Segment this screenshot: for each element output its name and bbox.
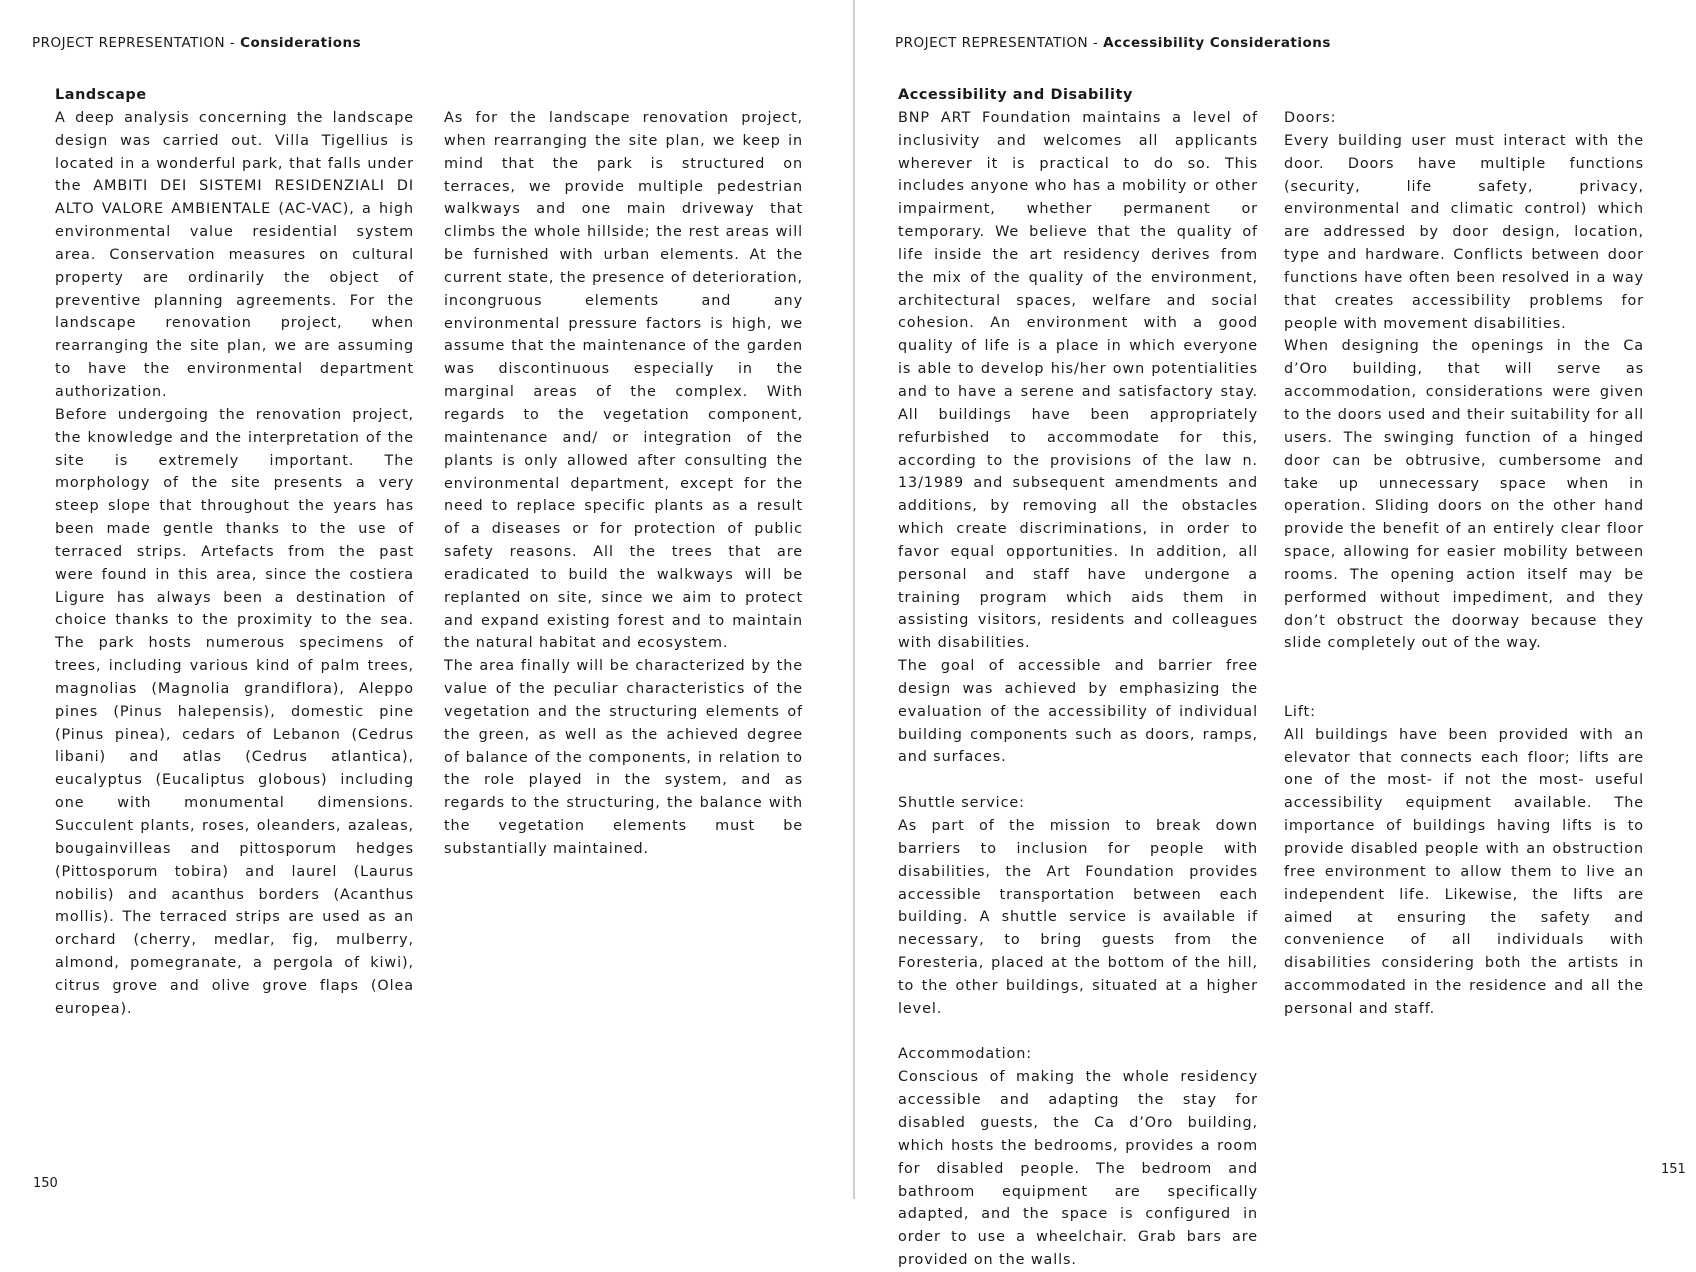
subheading-doors: Doors: [1284, 110, 1337, 126]
paragraph: The area finally will be characterized by the value of the peculiar characteristics of the vegetation and the structuring elements of the green, as well as the achieved degree of balance of the components, in relation to the role played in the system, and as regards to the structuring, the balance with the vegetation elements must be substantially maintained. [444, 658, 803, 857]
running-head-main: PROJECT REPRESENTATION - [895, 35, 1104, 51]
accessibility-column-2 [1284, 107, 1644, 1021]
page-number-right: 151 [1661, 1162, 1686, 1177]
paragraph: A deep analysis concerning the landscape design was carried out. Villa Tigellius is located in a wonderful park, that falls under the AMBITI DEI SISTEMI RESIDENZIALI DI ALTO VALORE AMBIENTALE (AC-VAC), a high environmental value residential system area. Conservation measures on cultural property are ordinarily the object of preventive planning agreements. For the landscape renovation project, when rearranging the site plan, we are assuming to have the environmental department authorization. [55, 109, 414, 400]
paragraph: Before undergoing the renovation project, the knowledge and the interpretation of the site is extremely important. The morphology of the site presents a very steep slope that throughout the years has been made gentle thanks to the use of terraced strips. Artefacts from the past were found in this area, since the costiera Ligure has always been a destination of choice thanks to the proximity to the sea. The park hosts numerous specimens of trees, including various kind of palm trees, magnolias (Magnolia grandiflora), Aleppo pines (Pinus halepensis), domestic pine (Pinus pinea), cedars of Lebanon (Cedrus libani) and atlas (Cedrus atlantica), eucalyptus (Eucaliptus globous) including one with monumental dimensions. Succulent plants, roses, oleanders, azaleas, bougainvilleas and pittosporum hedges (Pittosporum tobira) and laurel (Laurus nobilis) and acanthus borders (Acanthus mollis). The terraced strips are used as an orchard (cherry, medlar, fig, mulberry, almond, pomegranate, a pergola of kiwi), citrus grove and olive grove flaps (Olea europea). [55, 406, 414, 1017]
landscape-column-1 [55, 84, 414, 1021]
paragraph-gap [898, 1021, 1258, 1044]
running-head-left [32, 35, 361, 51]
paragraph: Every building user must interact with the door. Doors have multiple functions (security, life safety, privacy, environmental and climatic control) which are addressed by door design, location, type and hardware. Conflicts between door functions have often been resolved in a way that creates accessibility problems for people with movement disabilities. [1284, 132, 1644, 332]
paragraph: As for the landscape renovation project, when rearranging the site plan, we keep in mind that the park is structured on terraces, we provide multiple pedestrian walkways and one main driveway that climbs the whole hillside; the rest areas will be furnished with urban elements. At the current state, the presence of deterioration, incongruous elements and any environmental pressure factors is high, we assume that the maintenance of the garden was discontinuous especially in the marginal areas of the complex. With regards to the vegetation component, maintenance and/ or integration of the plants is only allowed after consulting the environmental department, except for the need to replace specific plants as a result of a diseases or for protection of public safety reasons. All the trees that are eradicated to build the walkways will be replanted on site, since we aim to protect and expand existing forest and to maintain the natural habitat and ecosystem. [444, 110, 803, 652]
running-head-sub: Accessibility Considerations [1103, 35, 1331, 51]
section-heading-landscape: Landscape [55, 87, 147, 103]
running-head-sub: Considerations [240, 35, 362, 51]
paragraph-gap [1284, 678, 1644, 701]
accessibility-column-1 [898, 84, 1258, 1272]
left-page [0, 0, 853, 1199]
paragraph: All buildings have been provided with an elevator that connects each floor; lifts are one of the most- if not the most- useful accessibility equipment available. The importance of buildings having lifts is to provide disabled people with an obstruction free environment to allow them to live an independent life. Likewise, the lifts are aimed at ensuring the safety and convenience of all individuals with disabilities considering both the artists in accommodated in the residence and all the personal and staff. [1284, 726, 1644, 1017]
subheading-shuttle-service: Shuttle service: [898, 795, 1025, 812]
section-heading-accessibility: Accessibility and Disability [898, 87, 1133, 103]
paragraph: As part of the mission to break down barriers to inclusion for people with disabilities, the Art Foundation provides accessible transportation between each building. A shuttle service is available if necessary, to bring guests from the Foresteria, placed at the bottom of the hill, to the other buildings, situated at a higher level. [898, 818, 1258, 1017]
paragraph-gap [1284, 655, 1644, 678]
paragraph: Conscious of making the whole residency accessible and adapting the stay for disabled guests, the Ca d’Oro building, which hosts the bedrooms, provides a room for disabled people. The bedroom and bathroom equipment are specifically adapted, and the space is configured in order to use a wheelchair. Grab bars are provided on the walls. [898, 1069, 1258, 1269]
paragraph: The goal of accessible and barrier free design was achieved by emphasizing the evaluation of the accessibility of individual building components such as doors, ramps, and surfaces. [898, 658, 1258, 766]
landscape-column-2 [444, 107, 803, 861]
paragraph: When designing the openings in the Ca d’Oro building, that will serve as accommodation, considerations were given to the doors used and their suitability for all users. The swinging function of a hinged door can be obtrusive, cumbersome and take up unnecessary space when in operation. Sliding doors on the other hand provide the benefit of an entirely clear floor space, allowing for easier mobility between rooms. The opening action itself may be performed without impediment, and they don’t obstruct the doorway because they slide completely out of the way. [1284, 338, 1644, 652]
paragraph: BNP ART Foundation maintains a level of inclusivity and welcomes all applicants wherever it is practical to do so. This includes anyone who has a mobility or other impairment, whether permanent or temporary. We believe that the quality of life inside the art residency derives from the mix of the quality of the environment, architectural spaces, welfare and social cohesion. An environment with a good quality of life is a place in which everyone is able to develop his/her own potentialities and to have a serene and satisfactory stay. All buildings have been appropriately refurbished to accommodate for this, according to the provisions of the law n. 13/1989 and subsequent amendments and additions, by removing all the obstacles which create discriminations, in order to favor equal opportunities. In addition, all personal and staff have undergone a training program which aids them in assisting visitors, residents and colleagues with disabilities. [898, 109, 1258, 652]
right-page [855, 0, 1696, 1269]
page-number-left: 150 [33, 1176, 58, 1191]
subheading-accommodation: Accommodation: [898, 1046, 1033, 1063]
running-head-main: PROJECT REPRESENTATION - [32, 35, 241, 51]
running-head-right [895, 35, 1331, 51]
subheading-lift: Lift: [1284, 703, 1316, 720]
paragraph-gap [898, 769, 1258, 792]
